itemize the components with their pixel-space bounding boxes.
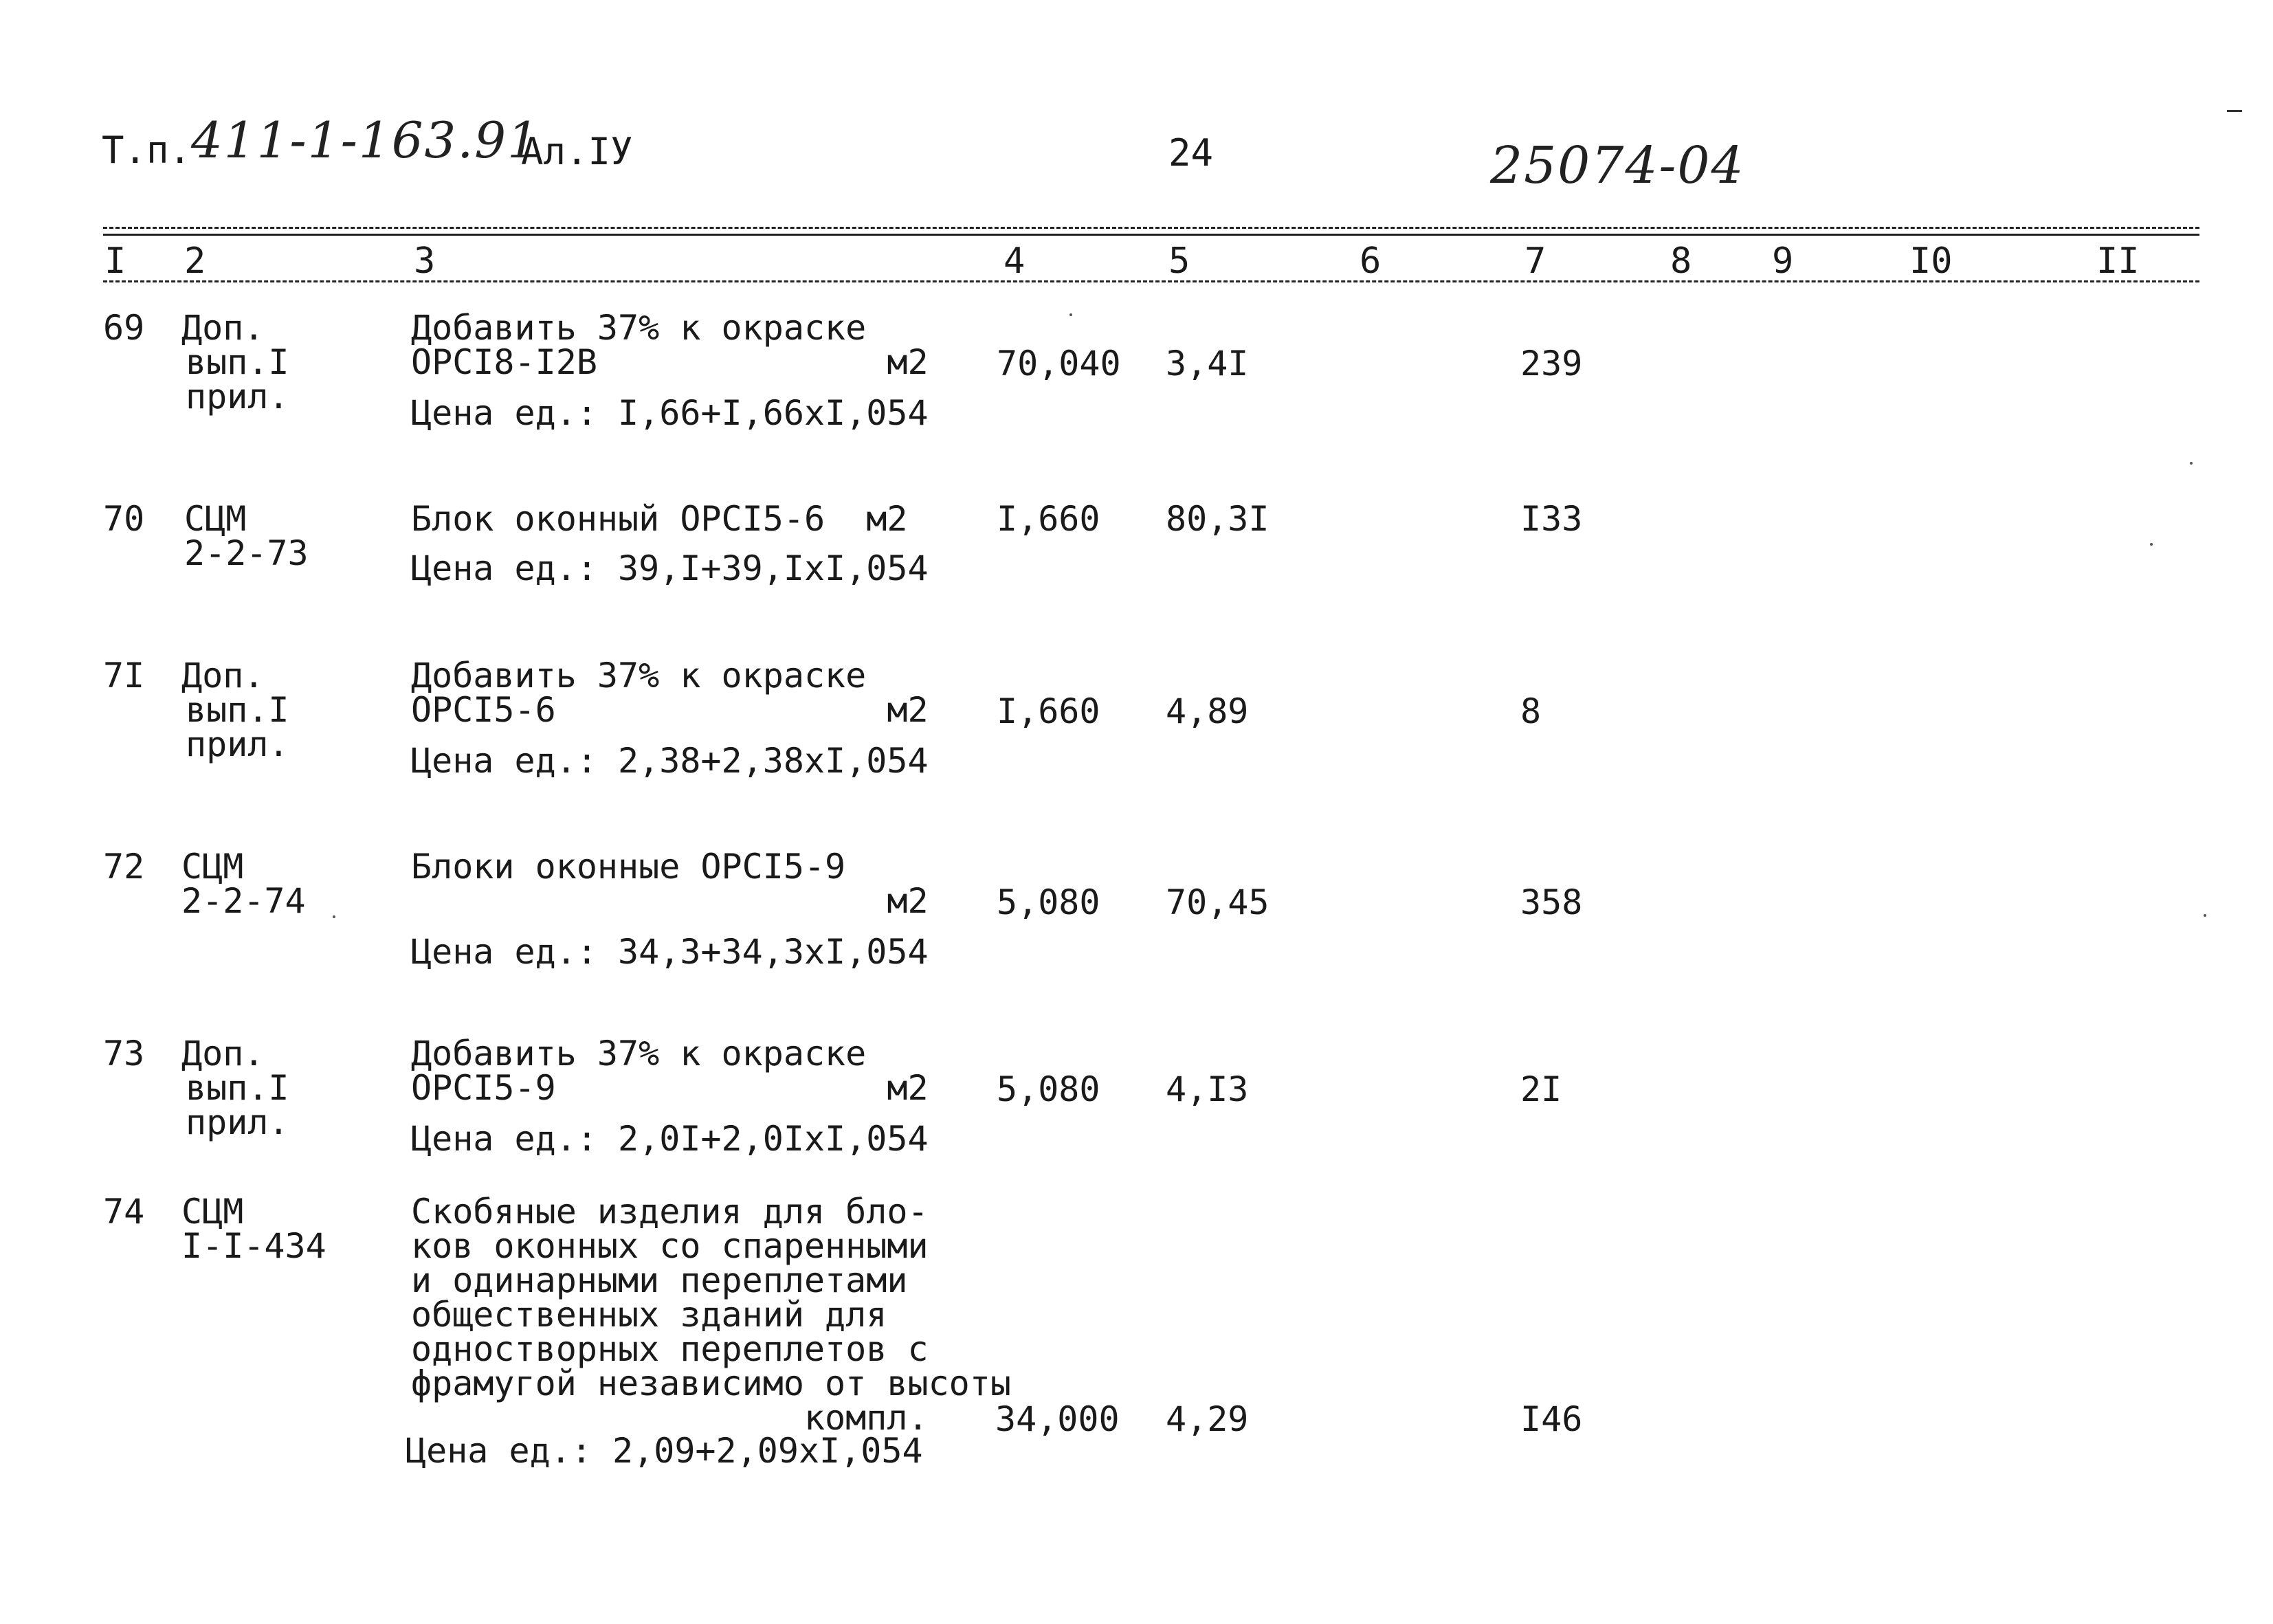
col-header-9: 9 bbox=[1772, 241, 1794, 282]
row-quantity: 34,000 bbox=[995, 1399, 1120, 1439]
col-header-8: 8 bbox=[1670, 241, 1692, 282]
col-header-1: I bbox=[104, 241, 126, 282]
row-description-line: одностворных переплетов с bbox=[411, 1329, 929, 1369]
row-number: 74 bbox=[103, 1192, 145, 1232]
row-description-line: Добавить 37% к окраске bbox=[411, 656, 867, 696]
row-number: 69 bbox=[103, 308, 145, 348]
row-code-line: СЦМ bbox=[181, 847, 244, 887]
col-header-7: 7 bbox=[1524, 241, 1546, 282]
row-description-line: Добавить 37% к окраске bbox=[411, 1034, 867, 1074]
col-header-5: 5 bbox=[1168, 241, 1190, 282]
row-quantity: 70,040 bbox=[997, 344, 1121, 383]
row-unit-price: 80,3I bbox=[1166, 499, 1269, 539]
row-code-line: Доп. bbox=[181, 656, 265, 696]
col-header-4: 4 bbox=[1004, 241, 1025, 282]
row-number: 72 bbox=[103, 847, 145, 887]
scan-speck bbox=[1069, 313, 1072, 316]
row-total: I33 bbox=[1520, 499, 1583, 539]
row-unit-price-formula: Цена ед.: 2,0I+2,0IхI,054 bbox=[411, 1119, 929, 1159]
scan-speck bbox=[2204, 914, 2206, 917]
row-description-line: ОРСI8-I2В м2 bbox=[411, 342, 929, 382]
col-header-6: 6 bbox=[1360, 241, 1382, 282]
row-code-line: 2-2-74 bbox=[181, 881, 306, 921]
row-code-line: Доп. bbox=[181, 308, 265, 348]
row-total: I46 bbox=[1520, 1399, 1583, 1439]
row-description-line: Блок оконный ОРСI5-6 м2 bbox=[411, 499, 908, 539]
row-code-line: вып.I bbox=[186, 1068, 289, 1108]
registration-number-handwritten: 25074-04 bbox=[1490, 136, 1745, 195]
row-quantity: I,660 bbox=[997, 691, 1100, 731]
row-description-line: и одинарными переплетами bbox=[411, 1260, 908, 1300]
row-description-line: ОРСI5-9 м2 bbox=[411, 1068, 929, 1108]
album-label: Ал.IУ bbox=[521, 130, 633, 173]
row-description-line: компл. bbox=[411, 1398, 929, 1438]
row-code-line: вып.I bbox=[186, 690, 289, 730]
project-number-handwritten: 411-1-163.91 bbox=[191, 111, 540, 169]
row-number: 70 bbox=[103, 499, 145, 539]
row-quantity: 5,080 bbox=[997, 882, 1100, 922]
scan-speck bbox=[2150, 543, 2153, 546]
row-description-line: ков оконных со спаренными bbox=[411, 1226, 929, 1266]
row-description-line: ОРСI5-6 м2 bbox=[411, 690, 929, 730]
row-unit-price: 70,45 bbox=[1166, 882, 1269, 922]
row-unit-price: 4,I3 bbox=[1166, 1069, 1249, 1109]
row-description-line: Добавить 37% к окраске bbox=[411, 308, 867, 348]
row-description-line: м2 bbox=[411, 881, 929, 921]
col-header-2: 2 bbox=[184, 241, 206, 282]
row-unit-price-formula: Цена ед.: 39,I+39,IхI,054 bbox=[411, 548, 929, 588]
col-header-10: I0 bbox=[1909, 241, 1953, 282]
scan-speck bbox=[2190, 462, 2193, 465]
row-description-line: Скобяные изделия для бло- bbox=[411, 1192, 929, 1232]
row-code-line: СЦМ bbox=[181, 1192, 244, 1232]
row-code-line: 2-2-73 bbox=[184, 533, 309, 573]
row-code-line: вып.I bbox=[186, 342, 289, 382]
row-description-line: Блоки оконные ОРСI5-9 bbox=[411, 847, 846, 887]
row-total: 239 bbox=[1520, 344, 1583, 383]
row-unit-price: 4,89 bbox=[1166, 691, 1249, 731]
row-quantity: I,660 bbox=[997, 499, 1100, 539]
row-description-line: общественных зданий для bbox=[411, 1295, 887, 1335]
row-number: 73 bbox=[103, 1034, 145, 1074]
page-number: 24 bbox=[1168, 131, 1214, 175]
table-top-rule-1 bbox=[103, 227, 2199, 229]
row-code-line: прил. bbox=[186, 724, 289, 764]
row-description-line: фрамугой независимо от высоты bbox=[411, 1364, 1011, 1403]
row-total: 8 bbox=[1520, 691, 1542, 731]
col-header-11: II bbox=[2096, 241, 2140, 282]
row-quantity: 5,080 bbox=[997, 1069, 1100, 1109]
row-unit-price-formula: Цена ед.: I,66+I,66хI,054 bbox=[411, 393, 929, 433]
row-code-line: прил. bbox=[186, 377, 289, 416]
row-unit-price-formula: Цена ед.: 2,38+2,38хI,054 bbox=[411, 741, 929, 781]
row-unit-price-formula: Цена ед.: 2,09+2,09хI,054 bbox=[406, 1431, 923, 1471]
row-code-line: СЦМ bbox=[184, 499, 247, 539]
row-total: 358 bbox=[1520, 882, 1583, 922]
row-total: 2I bbox=[1520, 1069, 1562, 1109]
row-code-line: I-I-434 bbox=[181, 1226, 326, 1266]
scan-speck bbox=[333, 915, 335, 918]
margin-mark bbox=[2227, 110, 2242, 112]
row-unit-price: 4,29 bbox=[1166, 1399, 1249, 1439]
header-prefix: Т.п. bbox=[102, 129, 192, 172]
row-unit-price: 3,4I bbox=[1166, 344, 1249, 383]
row-code-line: прил. bbox=[186, 1102, 289, 1142]
row-unit-price-formula: Цена ед.: 34,3+34,3хI,054 bbox=[411, 932, 929, 972]
col-header-3: 3 bbox=[414, 241, 436, 282]
row-number: 7I bbox=[103, 656, 145, 696]
row-code-line: Доп. bbox=[181, 1034, 265, 1074]
table-top-rule-2 bbox=[103, 234, 2199, 236]
